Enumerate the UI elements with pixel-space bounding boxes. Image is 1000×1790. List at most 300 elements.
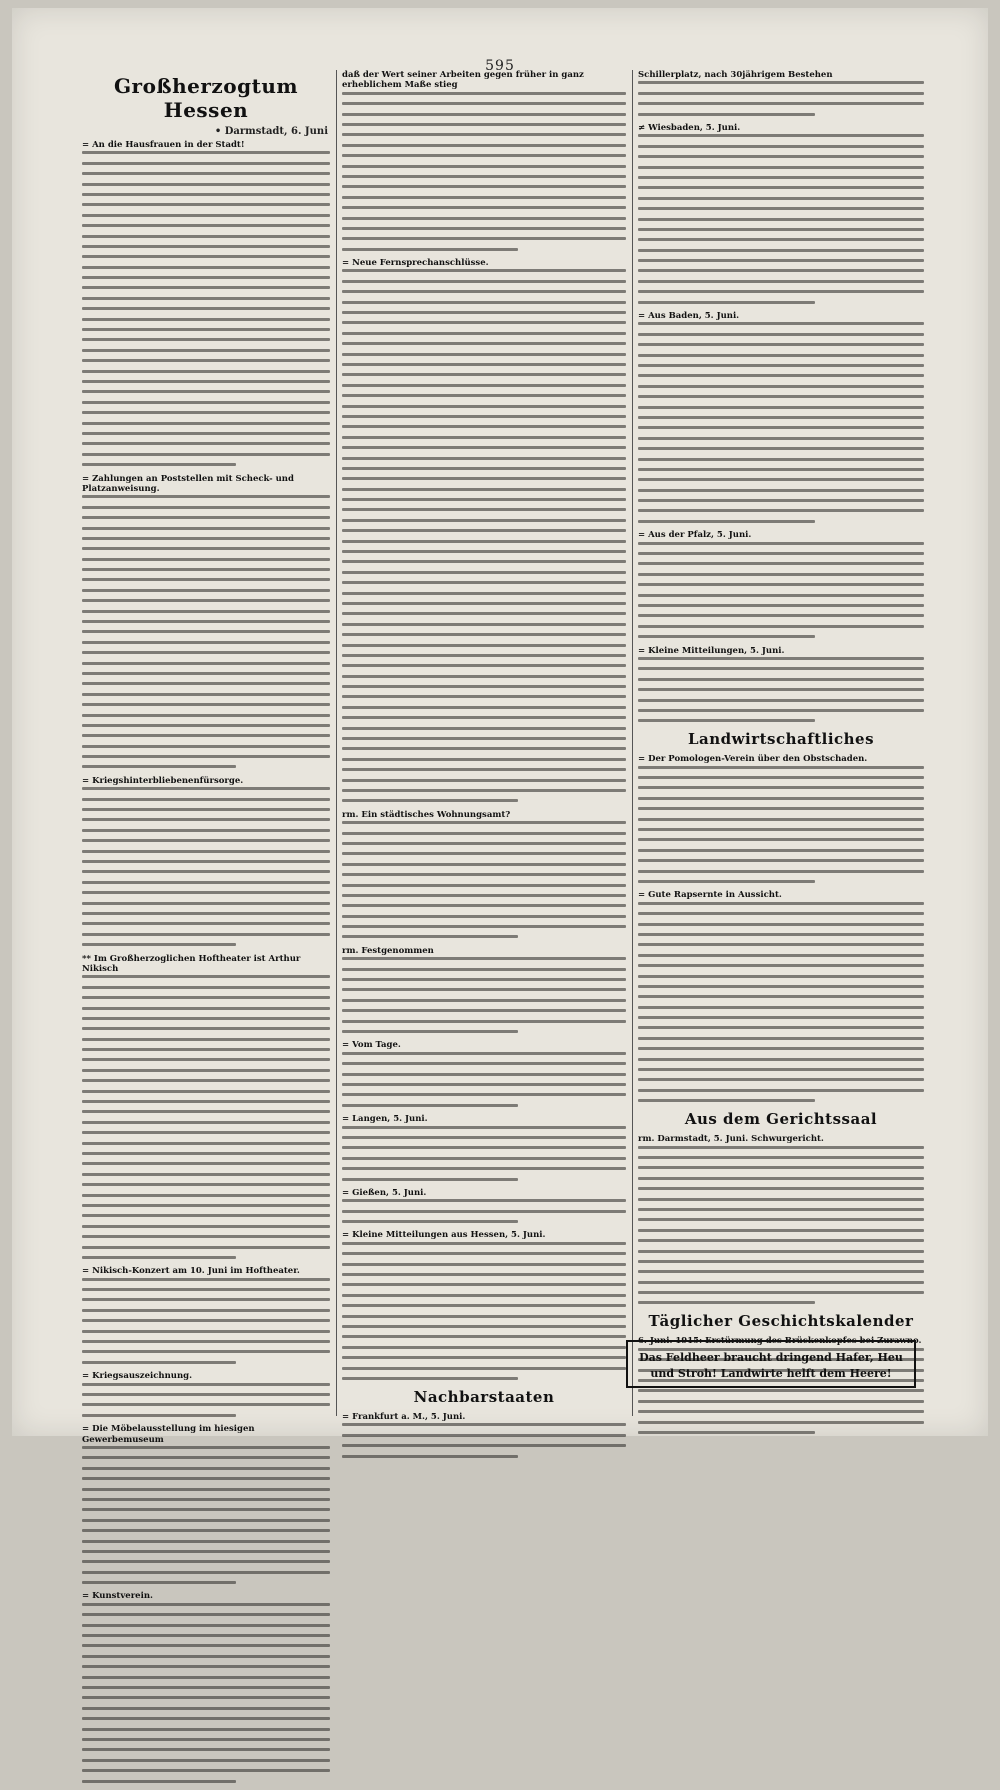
text-line xyxy=(82,1027,330,1030)
article xyxy=(638,754,924,883)
text-line xyxy=(82,1467,330,1470)
text-line xyxy=(638,176,924,179)
article-lead: rm. Ein städtisches Wohnungsamt? xyxy=(342,809,511,820)
text-line xyxy=(82,1278,330,1281)
text-line xyxy=(82,495,330,498)
text-line xyxy=(342,1083,626,1086)
article xyxy=(342,70,626,251)
text-line xyxy=(82,933,330,936)
text-line xyxy=(82,1017,330,1020)
text-line xyxy=(82,1058,330,1061)
text-line xyxy=(82,151,330,154)
text-line xyxy=(82,411,330,414)
article xyxy=(638,890,924,1102)
text-line xyxy=(82,286,330,289)
text-line xyxy=(638,678,924,681)
text-line xyxy=(638,954,924,957)
text-line xyxy=(82,839,330,842)
text-line xyxy=(638,385,924,388)
text-line xyxy=(82,1759,330,1762)
text-line xyxy=(82,1550,330,1553)
text-line xyxy=(82,1038,330,1041)
text-line xyxy=(342,644,626,647)
text-line xyxy=(638,1156,924,1159)
text-line xyxy=(342,269,626,272)
text-line xyxy=(638,458,924,461)
text-line xyxy=(82,1361,236,1364)
text-line xyxy=(638,807,924,810)
text-line xyxy=(342,394,626,397)
article-list xyxy=(342,1412,626,1458)
article-body-lines xyxy=(342,1423,626,1457)
text-line xyxy=(82,162,330,165)
text-line xyxy=(82,693,330,696)
article xyxy=(342,946,626,1033)
text-line xyxy=(342,842,626,845)
article xyxy=(82,1371,330,1417)
text-line xyxy=(638,552,924,555)
article-lead: = Kunstverein. xyxy=(82,1591,153,1602)
article-lead: daß der Wert seiner Arbeiten gegen früher in ganz erheblichem Maße stieg xyxy=(342,70,584,91)
text-line xyxy=(342,706,626,709)
article xyxy=(82,776,330,946)
text-line xyxy=(342,353,626,356)
text-line xyxy=(82,568,330,571)
text-line xyxy=(342,363,626,366)
text-line xyxy=(638,573,924,576)
text-line xyxy=(82,1090,330,1093)
text-line xyxy=(638,238,924,241)
text-line xyxy=(638,719,815,722)
text-line xyxy=(342,1146,626,1149)
article xyxy=(342,810,626,939)
article-lead: ≠ Wiesbaden, 5. Juni. xyxy=(638,122,741,133)
text-line xyxy=(82,537,330,540)
article-body-lines xyxy=(82,495,330,768)
text-line xyxy=(82,881,330,884)
text-line xyxy=(638,688,924,691)
text-line xyxy=(82,370,330,373)
text-line xyxy=(342,654,626,657)
article xyxy=(638,646,924,723)
text-line xyxy=(342,519,626,522)
text-line xyxy=(82,734,330,737)
text-line xyxy=(82,891,330,894)
text-line xyxy=(342,1356,626,1359)
text-line xyxy=(638,1431,815,1434)
article-lead: = Die Möbelausstellung im hiesigen Gewerbemuseum xyxy=(82,1424,255,1445)
text-line xyxy=(638,1047,924,1050)
text-line xyxy=(342,716,626,719)
section-title-landwirtschaftliches: Landwirtschaftliches xyxy=(687,730,875,749)
text-line xyxy=(82,401,330,404)
text-line xyxy=(82,870,330,873)
text-line xyxy=(342,863,626,866)
text-line xyxy=(638,290,924,293)
text-line xyxy=(342,1136,626,1139)
text-line xyxy=(638,478,924,481)
text-line xyxy=(82,1728,330,1731)
text-line xyxy=(342,498,626,501)
text-line xyxy=(342,1093,626,1096)
text-line xyxy=(82,1383,330,1386)
text-line xyxy=(342,873,626,876)
text-line xyxy=(82,1350,330,1353)
text-line xyxy=(82,578,330,581)
appeal-box: Das Feldheer braucht dringend Hafer, Heu und Stroh! Landwirte helft dem Heere! xyxy=(626,1340,916,1388)
text-line xyxy=(342,1210,626,1213)
text-line xyxy=(342,248,518,251)
article-body-lines xyxy=(638,657,924,722)
text-line xyxy=(342,488,626,491)
text-line xyxy=(638,218,924,221)
column-1 xyxy=(82,68,330,1790)
article-lead: Schillerplatz, nach 30jährigem Bestehen xyxy=(638,70,833,80)
text-line xyxy=(82,996,330,999)
text-line xyxy=(82,307,330,310)
text-line xyxy=(638,1146,924,1149)
text-line xyxy=(82,1393,330,1396)
text-line xyxy=(342,113,626,116)
text-line xyxy=(82,986,330,989)
text-line xyxy=(342,1030,518,1033)
article xyxy=(342,1412,626,1458)
article-body-lines xyxy=(82,975,330,1259)
text-line xyxy=(82,235,330,238)
text-line xyxy=(638,923,924,926)
text-line xyxy=(342,457,626,460)
text-line xyxy=(82,860,330,863)
text-line xyxy=(638,1250,924,1253)
text-line xyxy=(82,1769,330,1772)
text-line xyxy=(342,571,626,574)
article xyxy=(82,140,330,466)
article-body-lines xyxy=(638,766,924,883)
text-line xyxy=(342,727,626,730)
text-line xyxy=(638,1099,815,1102)
text-line xyxy=(342,477,626,480)
article xyxy=(82,1266,330,1364)
text-line xyxy=(342,799,518,802)
text-line xyxy=(342,280,626,283)
text-line xyxy=(342,832,626,835)
text-line xyxy=(82,1235,330,1238)
text-line xyxy=(638,594,924,597)
text-line xyxy=(342,592,626,595)
column-rule xyxy=(632,70,633,1416)
text-line xyxy=(638,964,924,967)
text-line xyxy=(342,311,626,314)
text-line xyxy=(82,818,330,821)
text-line xyxy=(638,828,924,831)
text-line xyxy=(342,978,626,981)
section-title-nachbarstaaten: Nachbarstaaten xyxy=(413,1387,555,1406)
section-title-geschichtskalender: Täglicher Geschichtskalender xyxy=(648,1312,914,1331)
text-line xyxy=(342,560,626,563)
article-list xyxy=(638,70,924,722)
text-line xyxy=(82,276,330,279)
text-line xyxy=(342,664,626,667)
text-line xyxy=(82,662,330,665)
article-body-lines xyxy=(342,957,626,1033)
text-line xyxy=(82,745,330,748)
article-lead: = Gießen, 5. Juni. xyxy=(342,1187,427,1198)
text-line xyxy=(638,1089,924,1092)
text-line xyxy=(82,547,330,550)
text-line xyxy=(638,699,924,702)
text-line xyxy=(82,630,330,633)
article-lead: = Gute Rapsernte in Aussicht. xyxy=(638,890,782,901)
text-line xyxy=(82,558,330,561)
text-line xyxy=(342,935,518,938)
text-line xyxy=(342,968,626,971)
text-line xyxy=(342,1242,626,1245)
text-line xyxy=(82,1655,330,1658)
text-line xyxy=(342,102,626,105)
text-line xyxy=(342,1178,518,1181)
text-line xyxy=(638,1026,924,1029)
text-line xyxy=(342,1455,518,1458)
text-line xyxy=(342,332,626,335)
text-line xyxy=(82,1340,330,1343)
text-line xyxy=(82,589,330,592)
text-line xyxy=(82,724,330,727)
text-line xyxy=(82,1696,330,1699)
text-line xyxy=(342,436,626,439)
text-line xyxy=(342,1423,626,1426)
text-line xyxy=(342,1273,626,1276)
text-line xyxy=(342,529,626,532)
text-line xyxy=(82,1571,330,1574)
article xyxy=(82,954,330,1259)
article-lead: = Aus der Pfalz, 5. Juni. xyxy=(638,530,752,541)
text-line xyxy=(342,196,626,199)
text-line xyxy=(342,1263,626,1266)
text-line xyxy=(638,542,924,545)
text-line xyxy=(82,390,330,393)
text-line xyxy=(342,185,626,188)
text-line xyxy=(638,426,924,429)
text-line xyxy=(638,301,815,304)
article-body-lines xyxy=(342,269,626,802)
text-line xyxy=(638,1270,924,1273)
article-body-lines xyxy=(638,322,924,522)
text-line xyxy=(82,359,330,362)
text-line xyxy=(638,849,924,852)
article xyxy=(82,474,330,769)
text-line xyxy=(638,249,924,252)
text-line xyxy=(82,975,330,978)
text-line xyxy=(82,808,330,811)
text-line xyxy=(82,1780,236,1783)
text-line xyxy=(82,1204,330,1207)
text-line xyxy=(342,821,626,824)
text-line xyxy=(638,489,924,492)
text-line xyxy=(342,1009,626,1012)
article-list xyxy=(638,754,924,1102)
text-line xyxy=(638,155,924,158)
text-line xyxy=(638,395,924,398)
article-body-lines xyxy=(342,1242,626,1380)
text-line xyxy=(82,765,236,768)
text-line xyxy=(82,422,330,425)
text-line xyxy=(342,540,626,543)
text-line xyxy=(82,1079,330,1082)
text-line xyxy=(638,520,815,523)
text-line xyxy=(638,1421,924,1424)
text-line xyxy=(638,786,924,789)
text-line xyxy=(82,641,330,644)
text-line xyxy=(638,1291,924,1294)
text-line xyxy=(638,1389,924,1392)
text-line xyxy=(342,779,626,782)
text-line xyxy=(638,667,924,670)
text-line xyxy=(342,1252,626,1255)
text-line xyxy=(638,1177,924,1180)
text-line xyxy=(82,1686,330,1689)
text-line xyxy=(82,506,330,509)
text-line xyxy=(82,714,330,717)
text-line xyxy=(342,884,626,887)
text-line xyxy=(638,437,924,440)
text-line xyxy=(342,612,626,615)
text-line xyxy=(82,1665,330,1668)
text-line xyxy=(82,1110,330,1113)
text-line xyxy=(342,227,626,230)
text-line xyxy=(82,1456,330,1459)
text-line xyxy=(82,1519,330,1522)
text-line xyxy=(342,467,626,470)
dateline: • Darmstadt, 6. Juni xyxy=(214,126,328,137)
text-line xyxy=(342,133,626,136)
text-line xyxy=(82,1256,236,1259)
text-line xyxy=(342,747,626,750)
text-line xyxy=(82,328,330,331)
text-line xyxy=(342,957,626,960)
text-line xyxy=(82,1183,330,1186)
text-line xyxy=(342,550,626,553)
text-line xyxy=(342,1020,626,1023)
article-body-lines xyxy=(638,134,924,303)
text-line xyxy=(82,1309,330,1312)
text-line xyxy=(82,172,330,175)
text-line xyxy=(82,1613,330,1616)
text-line xyxy=(82,183,330,186)
text-line xyxy=(638,134,924,137)
article-lead: = Vom Tage. xyxy=(342,1040,401,1051)
text-line xyxy=(342,852,626,855)
text-line xyxy=(82,1288,330,1291)
text-line xyxy=(638,416,924,419)
article-lead: ** Im Großherzoglichen Hoftheater ist Arthur Nikisch xyxy=(82,953,301,974)
text-line xyxy=(342,925,626,928)
text-line xyxy=(638,985,924,988)
text-line xyxy=(82,1529,330,1532)
text-line xyxy=(82,338,330,341)
text-line xyxy=(342,1294,626,1297)
text-line xyxy=(638,604,924,607)
text-line xyxy=(82,1194,330,1197)
text-line xyxy=(82,1748,330,1751)
text-line xyxy=(82,1048,330,1051)
text-line xyxy=(638,1239,924,1242)
text-line xyxy=(82,349,330,352)
text-line xyxy=(82,1508,330,1511)
text-line xyxy=(82,651,330,654)
text-line xyxy=(82,1225,330,1228)
text-line xyxy=(638,499,924,502)
article-lead: = Neue Fernsprechanschlüsse. xyxy=(342,258,489,269)
article xyxy=(638,123,924,304)
article xyxy=(342,258,626,802)
text-line xyxy=(342,123,626,126)
text-line xyxy=(342,1167,626,1170)
article-body-lines xyxy=(342,1126,626,1181)
text-line xyxy=(82,214,330,217)
section-title-gerichtssaal: Aus dem Gerichtssaal xyxy=(684,1110,878,1129)
article-lead: = Langen, 5. Juni. xyxy=(342,1114,428,1125)
article xyxy=(342,1188,626,1223)
text-line xyxy=(638,838,924,841)
article-lead: = An die Hausfrauen in der Stadt! xyxy=(82,140,245,150)
text-line xyxy=(82,1738,330,1741)
article-body-lines xyxy=(342,1199,626,1223)
text-line xyxy=(82,516,330,519)
text-line xyxy=(82,224,330,227)
column-2 xyxy=(342,68,626,1465)
text-line xyxy=(342,1052,626,1055)
text-line xyxy=(638,1016,924,1019)
text-line xyxy=(82,1246,330,1249)
text-line xyxy=(82,1298,330,1301)
text-line xyxy=(82,1152,330,1155)
column-rule xyxy=(336,70,337,1416)
text-line xyxy=(638,81,924,84)
text-line xyxy=(638,186,924,189)
text-line xyxy=(638,343,924,346)
text-line xyxy=(342,633,626,636)
article xyxy=(342,1114,626,1180)
text-line xyxy=(82,922,330,925)
text-line xyxy=(82,599,330,602)
article xyxy=(342,1230,626,1379)
text-line xyxy=(82,1603,330,1606)
text-line xyxy=(342,1335,626,1338)
article-body-lines xyxy=(342,821,626,938)
text-line xyxy=(638,1006,924,1009)
text-line xyxy=(82,943,236,946)
article-body-lines xyxy=(82,1603,330,1783)
text-line xyxy=(638,1068,924,1071)
text-line xyxy=(82,527,330,530)
text-line xyxy=(82,1403,330,1406)
text-line xyxy=(342,301,626,304)
text-line xyxy=(342,92,626,95)
text-line xyxy=(638,228,924,231)
text-line xyxy=(82,203,330,206)
article-lead: = Aus Baden, 5. Juni. xyxy=(638,311,740,322)
text-line xyxy=(342,737,626,740)
text-line xyxy=(638,635,815,638)
article xyxy=(638,1134,924,1304)
text-line xyxy=(638,102,924,105)
text-line xyxy=(342,988,626,991)
text-line xyxy=(82,850,330,853)
article-list xyxy=(342,70,626,1380)
text-line xyxy=(82,1634,330,1637)
text-line xyxy=(638,364,924,367)
text-line xyxy=(638,269,924,272)
